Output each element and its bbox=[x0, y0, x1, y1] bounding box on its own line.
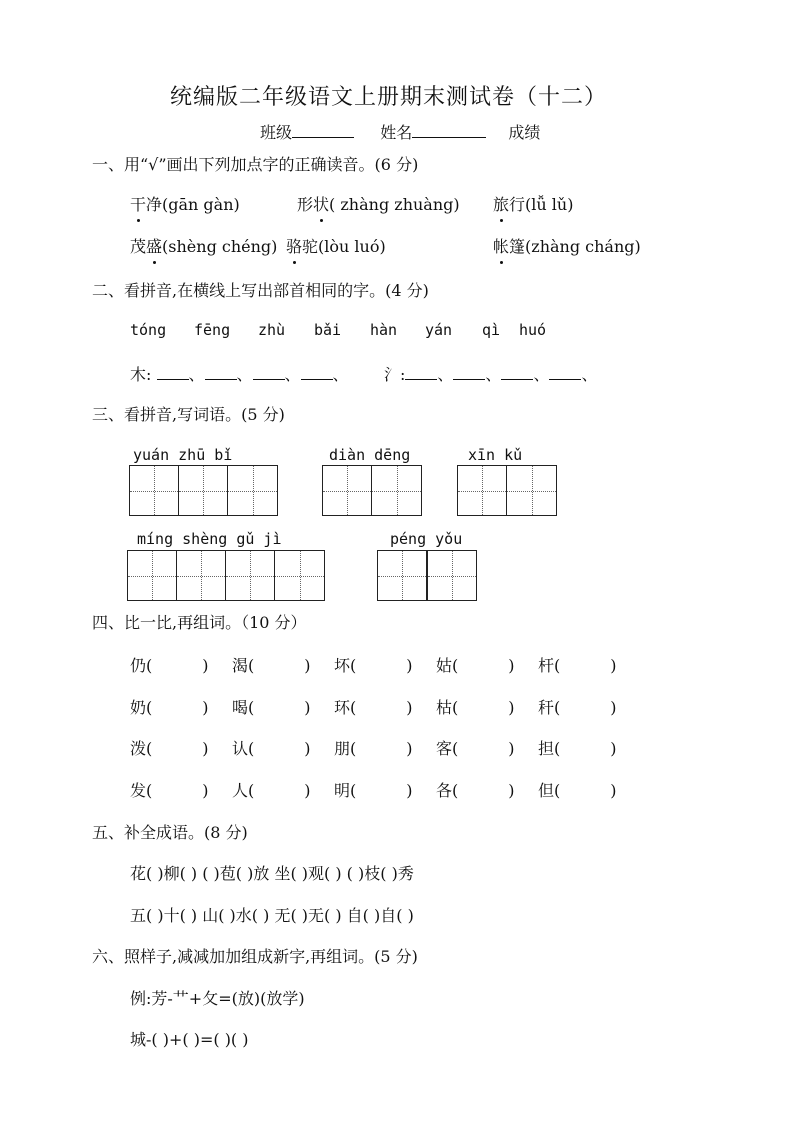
compare-item[interactable]: 奶( ) bbox=[130, 698, 209, 717]
dotted-char: 盛 bbox=[146, 234, 162, 257]
answer-blank[interactable] bbox=[405, 365, 437, 380]
s1-item: 骆驼(lòu luó) bbox=[286, 234, 386, 257]
answer-blank[interactable] bbox=[501, 365, 533, 380]
answer-blank[interactable] bbox=[453, 365, 485, 380]
pinyin-word: qì bbox=[482, 321, 501, 339]
writing-grid[interactable] bbox=[127, 550, 325, 601]
writing-cell bbox=[275, 551, 324, 600]
compare-item[interactable]: 秆( ) bbox=[538, 698, 617, 717]
s1-item: 干净(gān gàn) bbox=[130, 192, 240, 215]
compare-item[interactable]: 但( ) bbox=[538, 781, 617, 800]
compare-item[interactable]: 明( ) bbox=[334, 781, 413, 800]
word-pinyin: míng shèng gǔ jì bbox=[137, 530, 282, 548]
name-field[interactable] bbox=[412, 121, 486, 138]
example-line: 例:芳-艹+攵=(放)(放学) bbox=[130, 989, 305, 1008]
section-5-heading: 五、补全成语。(8 分) bbox=[92, 823, 248, 842]
compare-item[interactable]: 坏( ) bbox=[334, 656, 413, 675]
compare-item[interactable]: 发( ) bbox=[130, 781, 209, 800]
pinyin-word: fēng bbox=[194, 321, 231, 339]
student-info-row bbox=[260, 120, 540, 143]
writing-cell bbox=[323, 466, 372, 515]
writing-cell bbox=[458, 466, 507, 515]
writing-grid[interactable] bbox=[322, 465, 422, 516]
word-pinyin: péng yǒu bbox=[390, 530, 463, 548]
dotted-char: 干 bbox=[130, 192, 146, 215]
section-4-heading: 四、比一比,再组词。（10 分） bbox=[92, 613, 307, 632]
writing-grid[interactable] bbox=[457, 465, 557, 516]
writing-cell bbox=[226, 551, 275, 600]
s1-item: 帐篷(zhàng cháng) bbox=[493, 234, 641, 257]
writing-cell bbox=[372, 466, 421, 515]
section-3-heading: 三、看拼音,写词语。(5 分) bbox=[92, 405, 285, 424]
writing-cell bbox=[130, 466, 179, 515]
writing-cell bbox=[228, 466, 277, 515]
idiom-line-2[interactable]: 五( )十( ) 山( )水( ) 无( )无( ) 自( )自( ) bbox=[130, 906, 414, 925]
answer-blank[interactable] bbox=[301, 365, 333, 380]
writing-cell bbox=[177, 551, 226, 600]
s1-item: 茂盛(shèng chéng) bbox=[130, 234, 277, 257]
compare-item[interactable]: 人( ) bbox=[232, 781, 311, 800]
dotted-char: 骆 bbox=[286, 234, 302, 257]
page-title: 统编版二年级语文上册期末测试卷（十二） bbox=[170, 85, 608, 110]
compare-item[interactable]: 枯( ) bbox=[436, 698, 515, 717]
pinyin-word: tóng bbox=[130, 321, 167, 339]
writing-cell bbox=[507, 466, 556, 515]
pinyin-word: zhù bbox=[258, 321, 286, 339]
s1-item: 形状( zhàng zhuàng) bbox=[297, 192, 460, 215]
writing-cell bbox=[179, 466, 228, 515]
word-pinyin: yuán zhū bǐ bbox=[133, 446, 233, 464]
writing-grid[interactable] bbox=[377, 550, 477, 601]
answer-blank[interactable] bbox=[205, 365, 237, 380]
score-label: 成绩 bbox=[508, 123, 541, 142]
section-2-heading: 二、看拼音,在横线上写出部首相同的字。(4 分) bbox=[92, 281, 429, 300]
pinyin-word: hàn bbox=[370, 321, 398, 339]
compare-item[interactable]: 认( ) bbox=[232, 739, 311, 758]
dotted-char: 旅 bbox=[493, 192, 509, 215]
compare-item[interactable]: 姑( ) bbox=[436, 656, 515, 675]
answer-blank[interactable] bbox=[549, 365, 581, 380]
answer-blank[interactable] bbox=[253, 365, 285, 380]
section-1-heading: 一、用“√”画出下列加点字的正确读音。(6 分) bbox=[92, 155, 419, 174]
idiom-line-1[interactable]: 花( )柳( ) ( )苞( )放 坐( )观( ) ( )枝( )秀 bbox=[130, 864, 414, 883]
pinyin-word: bǎi bbox=[314, 321, 342, 339]
s1-item: 旅行(lǚ lǔ) bbox=[493, 192, 573, 215]
writing-grid[interactable] bbox=[129, 465, 278, 516]
class-field[interactable] bbox=[292, 121, 354, 138]
radical-wood-row: 木: 、 、 、 、 bbox=[130, 365, 349, 384]
compare-item[interactable]: 仍( ) bbox=[130, 656, 209, 675]
compare-item[interactable]: 朋( ) bbox=[334, 739, 413, 758]
compare-item[interactable]: 杆( ) bbox=[538, 656, 617, 675]
compare-item[interactable]: 各( ) bbox=[436, 781, 515, 800]
dotted-char: 帐 bbox=[493, 234, 509, 257]
compare-item[interactable]: 泼( ) bbox=[130, 739, 209, 758]
answer-blank[interactable] bbox=[157, 365, 189, 380]
compare-item[interactable]: 环( ) bbox=[334, 698, 413, 717]
pinyin-word: yán bbox=[425, 321, 453, 339]
section-6-heading: 六、照样子,减减加加组成新字,再组词。(5 分) bbox=[92, 947, 418, 966]
compare-item[interactable]: 渴( ) bbox=[232, 656, 311, 675]
radical-water-row: 氵: 、 、 、 、 bbox=[384, 365, 598, 384]
writing-cell bbox=[427, 551, 476, 600]
pinyin-word: huó bbox=[519, 321, 547, 339]
compare-item[interactable]: 担( ) bbox=[538, 739, 617, 758]
class-label: 班级 bbox=[260, 123, 293, 142]
compare-item[interactable]: 喝( ) bbox=[232, 698, 311, 717]
name-label: 姓名 bbox=[380, 123, 413, 142]
writing-cell bbox=[378, 551, 427, 600]
word-pinyin: xīn kǔ bbox=[468, 446, 523, 464]
dotted-char: 状 bbox=[313, 192, 329, 215]
word-pinyin: diàn dēng bbox=[329, 446, 411, 464]
writing-cell bbox=[128, 551, 177, 600]
compare-item[interactable]: 客( ) bbox=[436, 739, 515, 758]
exercise-line[interactable]: 城-( )+( )=( )( ) bbox=[130, 1030, 249, 1049]
